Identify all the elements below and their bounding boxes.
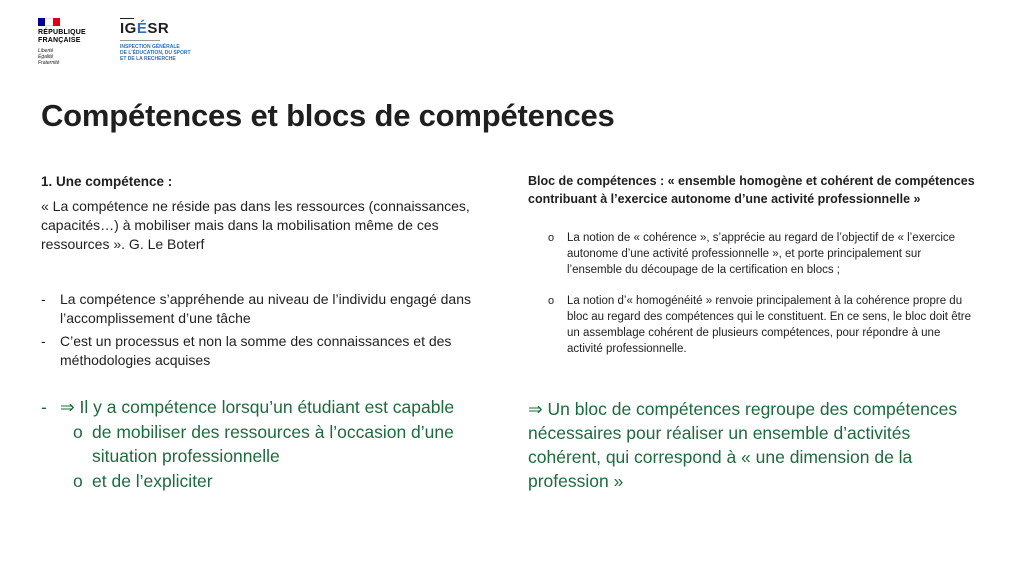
page-title: Compétences et blocs de compétences (41, 98, 615, 133)
list-item: o La notion d’« homogénéité » renvoie principalement à la cohérence propre du bloc au regard des compétences qui le constituent. En ce sens, le bloc doit être un assemblage cohérent de plusieurs compétences, pour répondre à une activité professionnelle. (548, 294, 972, 356)
bloc-notes (528, 230, 978, 357)
list-item: o et de l’expliciter (73, 470, 213, 491)
french-flag-icon (38, 18, 60, 26)
competence-section (41, 172, 491, 374)
republique-name: RÉPUBLIQUE FRANÇAISE (38, 29, 86, 44)
igesr-subtitle: INSPECTION GÉNÉRALE DE L'ÉDUCATION, DU SPORT ET DE LA RECHERCHE (120, 44, 191, 62)
competence-conclusion (41, 395, 501, 493)
implies-arrow-icon: ⇒ (60, 397, 75, 417)
igesr-title: IGÉSR (120, 20, 170, 37)
bloc-definition: Bloc de compétences : « ensemble homogène et cohérent de compétences contribuant à l’exercice autonome d’une activité professionnelle » (528, 174, 975, 206)
competence-heading: 1. Une compétence : (41, 174, 173, 189)
list-item: - La compétence s’appréhende au niveau de l’individu engagé dans l’accomplissement d’une tâche (41, 291, 471, 326)
competence-bullets (41, 290, 491, 370)
republique-francaise-logo (38, 18, 100, 66)
conclusion-line: - ⇒ Il y a compétence lorsqu’un étudiant est capable (41, 397, 455, 417)
bloc-section (528, 172, 978, 371)
igesr-logo (120, 18, 200, 62)
bloc-conclusion: ⇒ Un bloc de compétences regroupe des compétences nécessaires pour réaliser un ensemble d’activités cohérent, qui correspond à « une dimension de la profession » (528, 399, 958, 491)
republique-motto: Liberté Égalité Fraternité (38, 48, 60, 66)
le-boterf-quote: « La compétence ne réside pas dans les ressources (connaissances, capacités…) à mobiliser mais dans la mobilisation même de ces ressources ». G. Le Boterf (41, 198, 470, 252)
list-item: o de mobiliser des ressources à l’occasion d’une situation professionnelle (73, 421, 454, 466)
implies-arrow-icon: ⇒ (528, 399, 543, 419)
list-item: o La notion de « cohérence », s’apprécie au regard de l’objectif de « l’exercice autonome d’une activité professionnelle », et porte principalement sur l’ensemble du découpage de la certification en blocs ; (548, 232, 956, 277)
list-item: - C’est un processus et non la somme des connaissances et des méthodologies acquises (41, 333, 452, 368)
